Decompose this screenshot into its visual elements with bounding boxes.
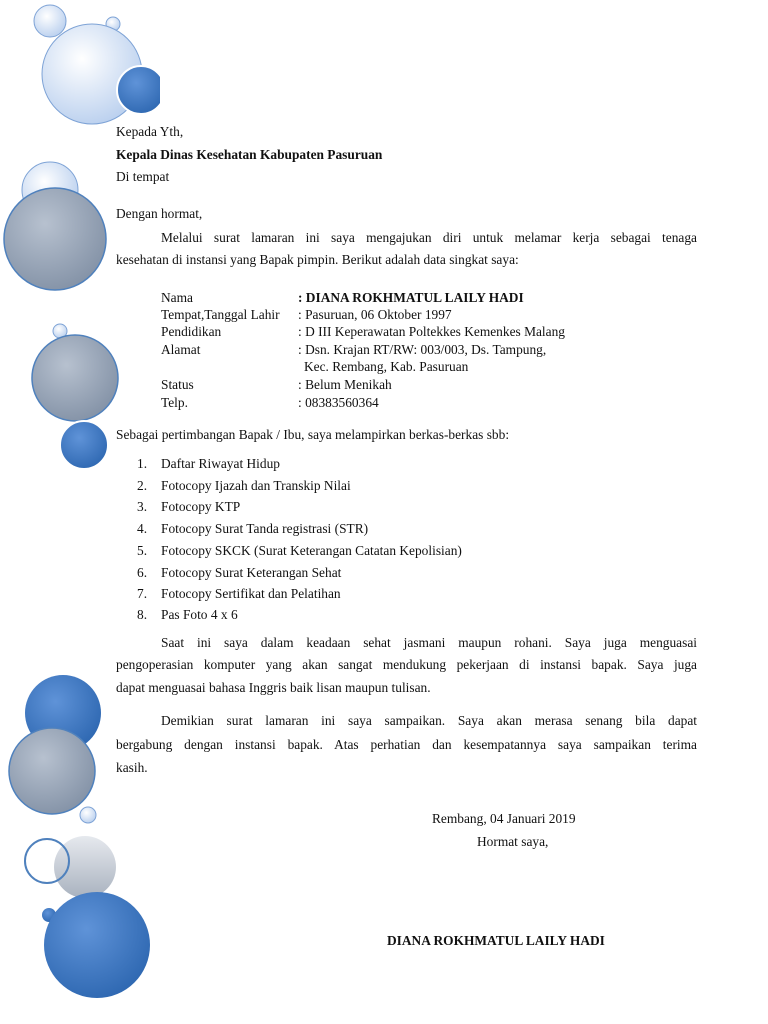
name-label: Nama <box>161 290 193 305</box>
greeting: Dengan hormat, <box>116 206 203 221</box>
name-value: : DIANA ROKHMATUL LAILY HADI <box>298 290 524 305</box>
education-value: : D III Keperawatan Poltekkes Kemenkes Malang <box>298 324 565 339</box>
para3-line-3: dapat menguasai bahasa Inggris baik lisan maupun tulisan. <box>116 680 431 695</box>
recipient-place: Di tempat <box>116 169 170 184</box>
circle-decoration <box>44 892 150 998</box>
list-item: Pas Foto 4 x 6 <box>161 607 238 622</box>
list-item-number: 2. <box>137 478 148 493</box>
circle-decoration <box>4 188 106 290</box>
date-place: Rembang, 04 Januari 2019 <box>432 811 576 826</box>
list-item: Fotocopy Surat Keterangan Sehat <box>161 565 342 580</box>
para3-line-1: Saat ini saya dalam keadaan sehat jasmani maupun rohani. Saya juga menguasai <box>161 635 697 650</box>
list-item-number: 6. <box>137 565 148 580</box>
list-item: Fotocopy SKCK (Surat Keterangan Catatan Kepolisian) <box>161 543 462 558</box>
list-item: Fotocopy KTP <box>161 499 241 514</box>
birth-label: Tempat,Tanggal Lahir <box>161 307 280 322</box>
birth-value: : Pasuruan, 06 Oktober 1997 <box>298 307 452 322</box>
circle-decoration <box>34 5 66 37</box>
para4-line-1: Demikian surat lamaran ini saya sampaikan. Saya akan merasa senang bila dapat <box>161 713 697 728</box>
intro-line-2: kesehatan di instansi yang Bapak pimpin. Berikut adalah data singkat saya: <box>116 252 519 267</box>
list-item-number: 8. <box>137 607 148 622</box>
attachments-intro: Sebagai pertimbangan Bapak / Ibu, saya melampirkan berkas-berkas sbb: <box>116 427 510 442</box>
list-item-number: 3. <box>137 499 148 514</box>
list-item: Fotocopy Surat Tanda registrasi (STR) <box>161 521 369 536</box>
address-label: Alamat <box>161 342 201 357</box>
education-label: Pendidikan <box>161 324 222 339</box>
list-item: Fotocopy Ijazah dan Transkip Nilai <box>161 478 351 493</box>
list-item-number: 5. <box>137 543 148 558</box>
para4-line-2: bergabung dengan instansi bapak. Atas perhatian dan kesempatannya saya sampaikan terima <box>116 737 697 752</box>
para3-line-2: pengoperasian komputer yang akan sangat mendukung pekerjaan di instansi bapak. Saya juga <box>116 657 697 672</box>
circle-decoration <box>9 728 95 814</box>
list-item: Fotocopy Sertifikat dan Pelatihan <box>161 586 341 601</box>
phone-value: : 08383560364 <box>298 395 379 410</box>
list-item-number: 1. <box>137 456 148 471</box>
phone-label: Telp. <box>161 395 188 410</box>
list-item-number: 7. <box>137 586 148 601</box>
salutation-to: Kepada Yth, <box>116 124 184 139</box>
para4-line-3: kasih. <box>116 760 148 775</box>
circle-decoration <box>80 807 96 823</box>
list-item-number: 4. <box>137 521 148 536</box>
signature-name: DIANA ROKHMATUL LAILY HADI <box>387 933 605 948</box>
address-value-1: : Dsn. Krajan RT/RW: 003/003, Ds. Tampung, <box>298 342 547 357</box>
circle-decoration <box>32 335 118 421</box>
status-label: Status <box>161 377 194 392</box>
intro-line-1: Melalui surat lamaran ini saya mengajukan diri untuk melamar kerja sebagai tenaga <box>161 230 697 245</box>
circle-decoration <box>60 421 108 469</box>
address-value-2: Kec. Rembang, Kab. Pasuruan <box>304 359 469 374</box>
status-value: : Belum Menikah <box>298 377 392 392</box>
recipient: Kepala Dinas Kesehatan Kabupaten Pasuruan <box>116 147 383 162</box>
closing: Hormat saya, <box>477 834 549 849</box>
circle-decoration <box>117 66 160 114</box>
list-item: Daftar Riwayat Hidup <box>161 456 280 471</box>
